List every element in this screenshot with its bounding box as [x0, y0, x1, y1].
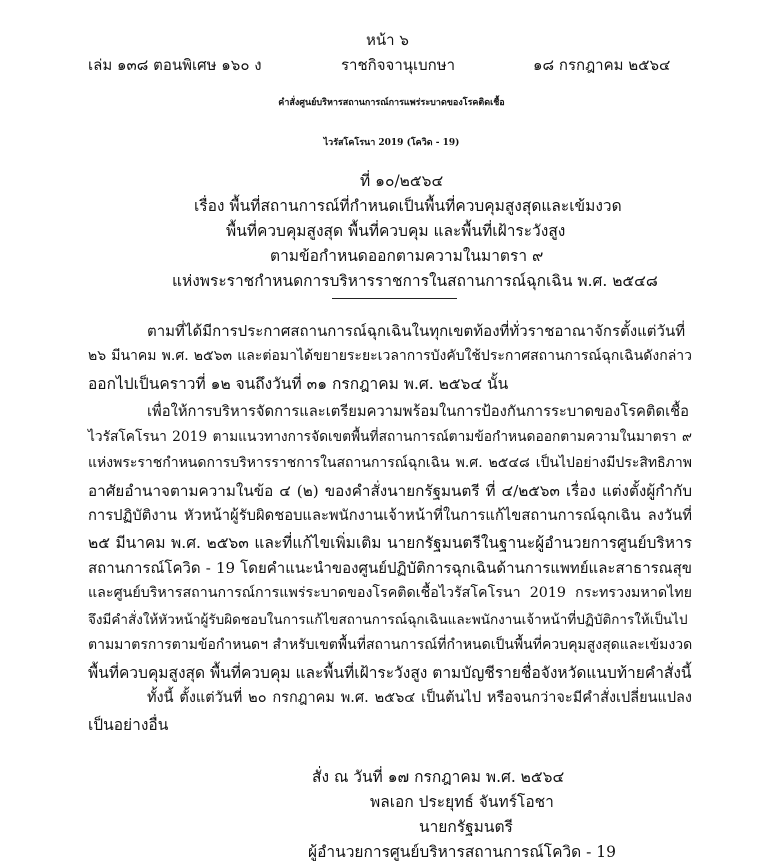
signatory-role: ผู้อำนวยการศูนย์บริหารสถานการณ์โควิด - 19: [308, 843, 617, 861]
paragraph2-line: การปฏิบัติงาน หัวหน้าผู้รับผิดชอบและพนักงานเจ้าหน้าที่ในการแก้ไขสถานการณ์ฉุกเฉิน ลงวันที่: [88, 507, 692, 524]
paragraph2-line: เพื่อให้การบริหารจัดการและเตรียมความพร้อมในการป้องกันการระบาดของโรคติดเชื้อ: [147, 403, 689, 420]
paragraph2-line: สถานการณ์โควิด - 19 โดยคำแนะนำของศูนย์ปฏิบัติการฉุกเฉินด้านการแพทย์และสาธารณสุข: [88, 559, 692, 577]
paragraph1-line: ๒๖ มีนาคม พ.ศ. ๒๕๖๓ และต่อมาได้ขยายระยะเวลาการบังคับใช้ประกาศสถานการณ์ฉุกเฉินดังกล่าว: [88, 348, 692, 364]
order-number: ที่ ๑๐/๒๕๖๔: [360, 172, 444, 190]
signing-date: สั่ง ณ วันที่ ๑๗ กรกฎาคม พ.ศ. ๒๕๖๔: [312, 768, 565, 786]
order-title-line2: ไวรัสโคโรนา 2019 (โควิด - 19): [323, 138, 460, 148]
order-title-line1: คำสั่งศูนย์บริหารสถานการณ์การแพร่ระบาดของโรคติดเชื้อ: [278, 98, 505, 108]
paragraph2-line: และศูนย์บริหารสถานการณ์การแพร่ระบาดของโรคติดเชื้อไวรัสโคโรนา 2019 กระทรวงมหาดไทย: [88, 585, 692, 601]
gazette-volume: เล่ม ๑๓๘ ตอนพิเศษ ๑๖๐ ง: [88, 56, 262, 74]
paragraph1-line: ตามที่ได้มีการประกาศสถานการณ์ฉุกเฉินในทุกเขตท้องที่ทั่วราชอาณาจักรตั้งแต่วันที่: [147, 322, 686, 340]
gazette-name: ราชกิจจานุเบกษา: [341, 56, 456, 74]
paragraph1-line: ออกไปเป็นคราวที่ ๑๒ จนถึงวันที่ ๓๑ กรกฎาคม พ.ศ. ๒๕๖๔ นั้น: [88, 375, 509, 393]
page-number: หน้า ๖: [366, 31, 409, 49]
paragraph2-line: แห่งพระราชกำหนดการบริหารราชการในสถานการณ์ฉุกเฉิน พ.ศ. ๒๕๔๘ เป็นไปอย่างมีประสิทธิภาพ: [88, 455, 692, 471]
subject-line1: เรื่อง พื้นที่สถานการณ์ที่กำหนดเป็นพื้นที่ควบคุมสูงสุดและเข้มงวด: [194, 197, 622, 215]
signatory-position: นายกรัฐมนตรี: [419, 818, 513, 836]
paragraph2-line: ๒๕ มีนาคม พ.ศ. ๒๕๖๓ และที่แก้ไขเพิ่มเติม นายกรัฐมนตรีในฐานะผู้อำนวยการศูนย์บริหาร: [88, 534, 692, 552]
paragraph3-line: เป็นอย่างอื่น: [88, 716, 169, 734]
paragraph2-line: ตามมาตรการตามข้อกำหนดฯ สำหรับเขตพื้นที่สถานการณ์ที่กำหนดเป็นพื้นที่ควบคุมสูงสุดและเข้มงวด: [88, 637, 693, 653]
signatory-name: พลเอก ประยุทธ์ จันทร์โอชา: [370, 793, 554, 811]
gazette-date: ๑๘ กรกฎาคม ๒๕๖๔: [533, 56, 671, 74]
subject-line3: ตามข้อกำหนดออกตามความในมาตรา ๙: [270, 247, 544, 265]
paragraph2-line: ไวรัสโคโรนา 2019 ตามแนวทางการจัดเขตพื้นที่สถานการณ์ตามข้อกำหนดออกตามความในมาตรา ๙: [88, 429, 692, 445]
subject-line2: พื้นที่ควบคุมสูงสุด พื้นที่ควบคุม และพื้นที่เฝ้าระวังสูง: [226, 222, 566, 240]
paragraph2-line: จึงมีคำสั่งให้หัวหน้าผู้รับผิดชอบในการแก้ไขสถานการณ์ฉุกเฉินและพนักงานเจ้าหน้าที่ปฏิบัติการให้เป็นไป: [88, 612, 688, 628]
paragraph3-line: ทั้งนี้ ตั้งแต่วันที่ ๒๐ กรกฎาคม พ.ศ. ๒๕๖๔ เป็นต้นไป หรือจนกว่าจะมีคำสั่งเปลี่ยนแปลง: [147, 690, 692, 706]
paragraph2-line: พื้นที่ควบคุมสูงสุด พื้นที่ควบคุม และพื้นที่เฝ้าระวังสูง ตามบัญชีรายชื่อจังหวัดแนบท้ายคำสั่งนี้: [88, 664, 692, 682]
subject-line4: แห่งพระราชกำหนดการบริหารราชการในสถานการณ์ฉุกเฉิน พ.ศ. ๒๕๔๘: [172, 272, 658, 290]
paragraph2-line: อาศัยอำนาจตามความในข้อ ๔ (๒) ของคำสั่งนายกรัฐมนตรี ที่ ๔/๒๕๖๓ เรื่อง แต่งตั้งผู้กำกับ: [88, 482, 692, 500]
title-divider: [332, 298, 457, 299]
